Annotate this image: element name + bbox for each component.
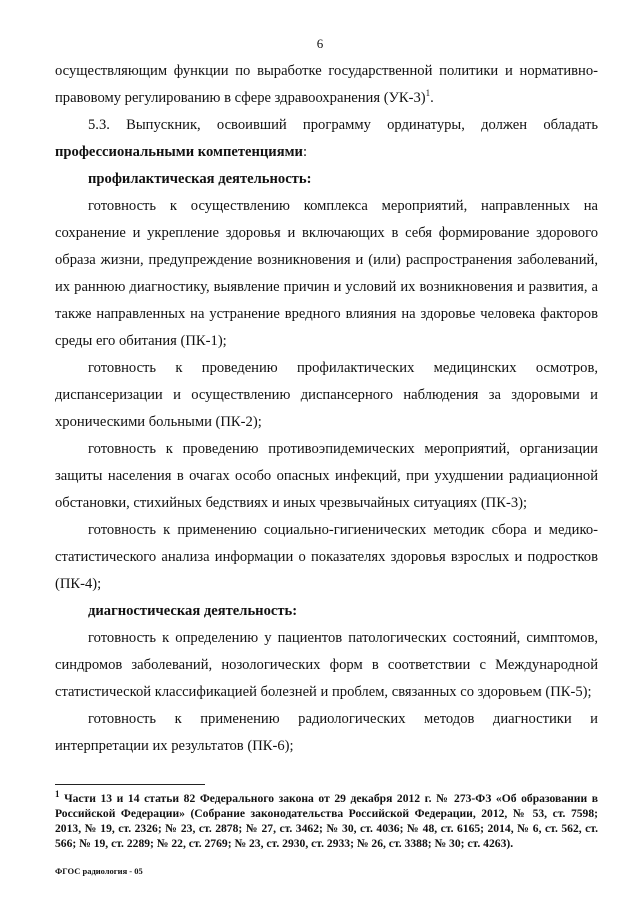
competency-pk2: готовность к проведению профилактических медицинских осмотров, диспансеризации и осуществлению диспансерного наблюдения за здоровыми и хроническими больными (ПК-2); [55,360,598,430]
footnote-text: Части 13 и 14 статьи 82 Федерального закона от 29 декабря 2012 г. № 273-ФЗ «Об образовании в Российской Федерации» (Собрание законодательства Российской Федерации, 2012, № 53, ст. 7598; 2013, № 19, ст. 2326; № 23, ст. 2878; № 27, ст. 3462; № 30, ст. 4036; № 48, ст. 6165; 2014, № 6, ст. 562, ст. 566; № 19, ст. 2289; № 22, ст. 2769; № 23, ст. 2930, ст. 2933; № 26, ст. 3388; № 30; ст. 4263). [55,792,598,850]
paragraph-uk3-text: осуществляющим функции по выработке государственной политики и нормативно-правовому регулированию в сфере здравоохранения (УК-3) [55,63,598,106]
document-code: ФГОС радиология - 05 [55,866,143,876]
intro-end: : [302,144,308,160]
competency-pk3: готовность к проведению противоэпидемических мероприятий, организации защиты населения в очагах особо опасных инфекций, при ухудшении радиационной обстановки, стихийных бедствиях и иных чрезвычайных ситуациях (ПК-3); [55,441,598,511]
footnote-separator [55,784,205,785]
paragraph-uk3 [55,58,598,112]
footnote-reference: 1 [425,88,431,99]
heading-diagnostic: диагностическая деятельность: [88,603,298,619]
competency-pk6: готовность к применению радиологических методов диагностики и интерпретации их результатов (ПК-6); [55,711,598,754]
heading-preventive: профилактическая деятельность: [88,171,312,187]
paragraph-competencies-intro [55,112,598,166]
footnote-marker: 1 [55,789,60,800]
page-number: 6 [316,36,324,51]
footnote [55,791,598,851]
intro-bold: профессиональными компетенциями [55,144,303,160]
competency-pk5: готовность к определению у пациентов патологических состояний, симптомов, синдромов заболеваний, нозологических форм в соответствии с Международной статистической классификацией болезней и проблем, связанных со здоровьем (ПК-5); [55,630,598,700]
page-body [55,58,598,760]
paragraph-uk3-end: . [430,90,434,106]
competency-pk4: готовность к применению социально-гигиенических методик сбора и медико-статистического анализа информации о показателях здоровья взрослых и подростков (ПК-4); [55,522,598,592]
intro-text: 5.3. Выпускник, освоивший программу ординатуры, должен обладать [88,117,598,133]
competency-pk1: готовность к осуществлению комплекса мероприятий, направленных на сохранение и укрепление здоровья и включающих в себя формирование здорового образа жизни, предупреждение возникновения и (или) распространения заболеваний, их раннюю диагностику, выявление причин и условий их возникновения и развития, а также направленных на устранение вредного влияния на здоровье человека факторов среды его обитания (ПК-1); [55,198,598,349]
